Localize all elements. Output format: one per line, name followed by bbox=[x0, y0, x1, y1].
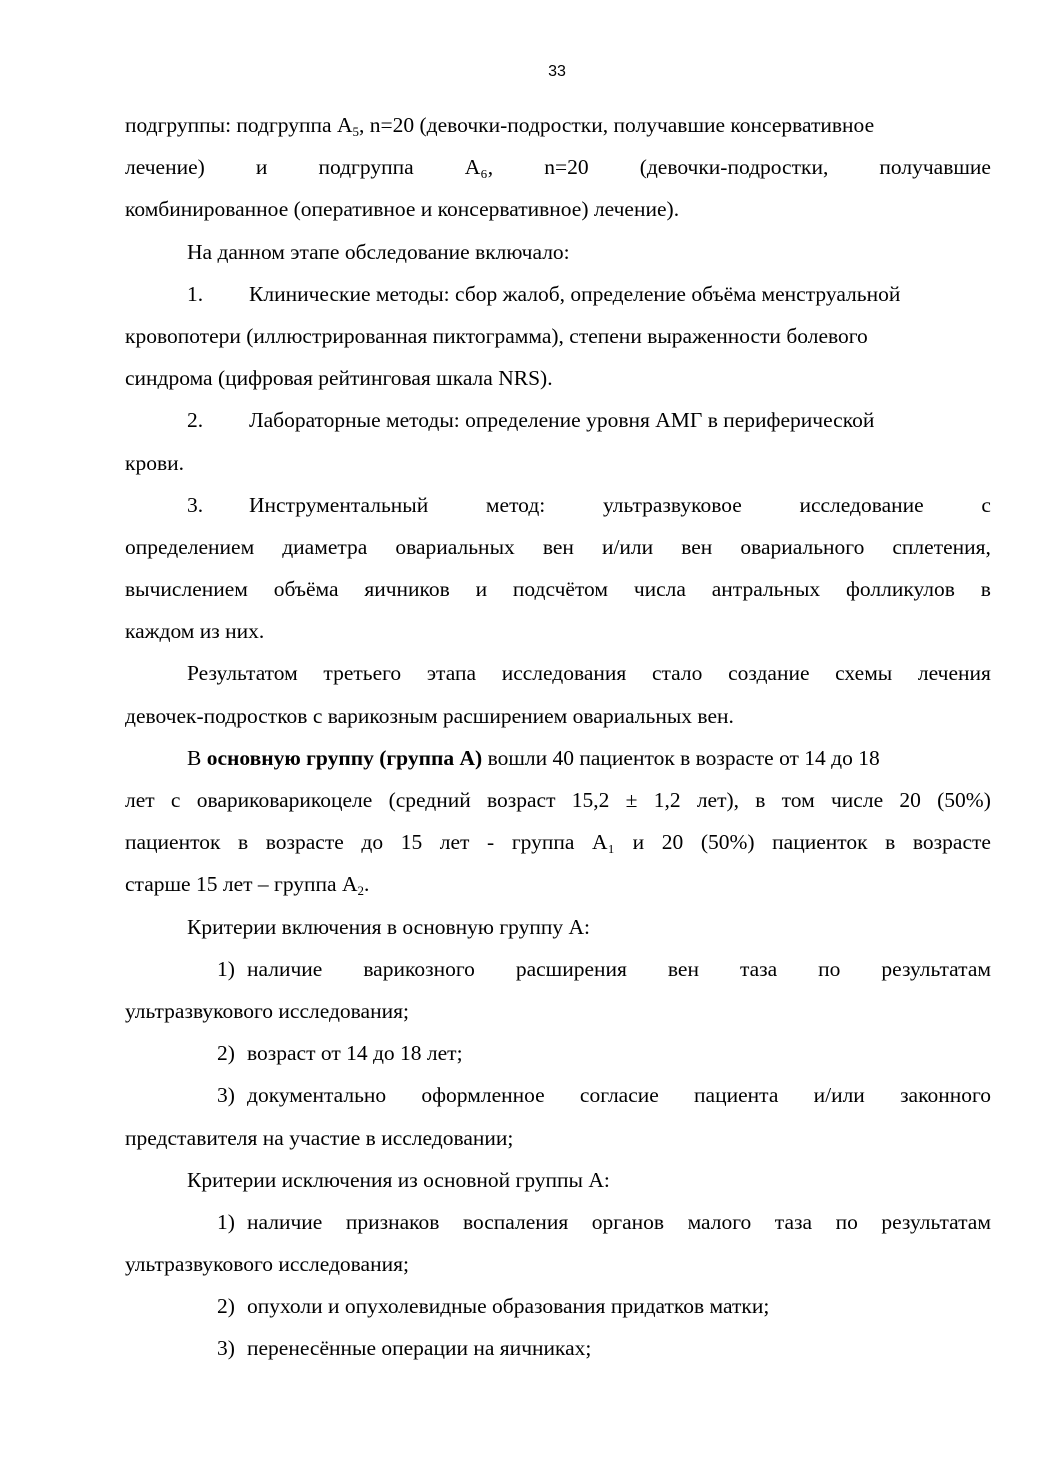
word: определением bbox=[125, 534, 255, 559]
word: фолликулов bbox=[845, 577, 955, 602]
word: по bbox=[835, 1209, 858, 1234]
paragraph-line: синдрома (цифровая рейтинговая шкала NRS). bbox=[125, 366, 553, 391]
word: возрасте bbox=[912, 830, 991, 855]
word: ультразвуковое bbox=[602, 492, 742, 517]
paragraph-line: комбинированное (оперативное и консервативное) лечение). bbox=[125, 197, 680, 222]
word: вен bbox=[681, 534, 713, 559]
word: числе bbox=[830, 788, 884, 812]
word: n=20 bbox=[544, 155, 589, 180]
list-item bbox=[125, 948, 991, 990]
word: сплетения, bbox=[892, 534, 991, 559]
word: схемы bbox=[835, 661, 893, 686]
list-text bbox=[247, 1074, 991, 1116]
word: объёма bbox=[273, 577, 339, 602]
word: с bbox=[981, 492, 991, 517]
text-fragment: подгруппы: подгруппа $А_5$, n=20 (девочки-подростки, получавшие консервативное bbox=[125, 113, 875, 139]
word: и/или bbox=[813, 1083, 865, 1108]
word: лет bbox=[125, 788, 155, 812]
paragraph-line bbox=[125, 821, 991, 863]
word: возраст bbox=[487, 788, 556, 812]
list-item bbox=[125, 1074, 991, 1116]
word: получавшие bbox=[879, 155, 991, 180]
word: и/или bbox=[601, 534, 654, 559]
word: овариковарикоцеле bbox=[196, 788, 373, 812]
word: 1,2 bbox=[653, 788, 681, 812]
word: в bbox=[885, 830, 896, 855]
page-number: 33 bbox=[548, 63, 566, 80]
word: воспаления bbox=[462, 1209, 569, 1234]
word: 15,2 bbox=[571, 788, 610, 812]
paragraph-line: девочек-подростков с варикозным расширением овариальных вен. bbox=[125, 703, 734, 728]
word: группа bbox=[511, 830, 575, 855]
word: подгруппа bbox=[318, 155, 414, 180]
word: документально bbox=[247, 1083, 387, 1108]
paragraph-line bbox=[125, 146, 991, 188]
word: лечения bbox=[917, 661, 991, 686]
word: до bbox=[361, 830, 384, 855]
word: наличие bbox=[247, 956, 323, 981]
paragraph-line: каждом из них. bbox=[125, 619, 265, 644]
list-number: 2) bbox=[217, 1294, 235, 1319]
word: стало bbox=[651, 661, 703, 686]
list-text: опухоли и опухолевидные образования придатков матки; bbox=[247, 1294, 770, 1319]
word: пациенток bbox=[125, 830, 221, 855]
word: антральных bbox=[711, 577, 821, 602]
word: диаметра bbox=[282, 534, 368, 559]
word: 20 bbox=[899, 788, 921, 812]
list-item bbox=[125, 1285, 991, 1327]
list-item bbox=[125, 273, 991, 315]
paragraph-line bbox=[125, 779, 991, 821]
list-item bbox=[125, 1201, 991, 1243]
word: вен bbox=[542, 534, 574, 559]
list-text bbox=[247, 948, 991, 990]
word: вычислением bbox=[125, 577, 248, 602]
paragraph-line bbox=[125, 104, 991, 146]
word: оформленное bbox=[421, 1083, 545, 1108]
word: в bbox=[755, 788, 766, 812]
word: Инструментальный bbox=[249, 492, 429, 517]
word: результатам bbox=[881, 1209, 991, 1234]
word: числа bbox=[633, 577, 686, 602]
word: законного bbox=[900, 1083, 991, 1108]
list-item bbox=[125, 1327, 991, 1369]
paragraph-line: ультразвукового исследования; bbox=[125, 998, 409, 1023]
list-number: 1) bbox=[217, 1209, 235, 1234]
word: в bbox=[238, 830, 249, 855]
word: пациенток bbox=[772, 830, 868, 855]
word: том bbox=[781, 788, 815, 812]
word: подсчётом bbox=[512, 577, 609, 602]
paragraph-line: Критерии исключения из основной группы А: bbox=[187, 1167, 610, 1192]
word: А₆, bbox=[464, 155, 494, 180]
word: в bbox=[980, 577, 991, 602]
list-number: 2) bbox=[217, 1041, 235, 1066]
list-number: 3) bbox=[217, 1083, 235, 1108]
word: лет bbox=[439, 830, 470, 855]
word: третьего bbox=[323, 661, 402, 686]
word: А₁ bbox=[592, 830, 616, 855]
word: с bbox=[170, 788, 181, 812]
word: овариального bbox=[740, 534, 865, 559]
bold-term: основную группу (группа А) bbox=[206, 745, 483, 770]
list-number: 3. bbox=[187, 492, 204, 517]
word: признаков bbox=[345, 1209, 440, 1234]
word: варикозного bbox=[363, 956, 475, 981]
word: возрасте bbox=[265, 830, 344, 855]
word: пациента bbox=[694, 1083, 779, 1108]
word: лет), bbox=[696, 788, 740, 812]
paragraph-line bbox=[125, 652, 991, 694]
paragraph-line: В основную группу (группа А) вошли 40 пациенток в возрасте от 14 до 18 bbox=[187, 745, 880, 770]
word: и bbox=[255, 155, 268, 180]
word: (девочки-подростки, bbox=[639, 155, 829, 180]
list-text: возраст от 14 до 18 лет; bbox=[247, 1041, 463, 1066]
document-body bbox=[125, 104, 991, 1370]
word: наличие bbox=[247, 1209, 323, 1234]
word: лечение) bbox=[125, 155, 205, 180]
word: этапа bbox=[426, 661, 477, 686]
word: таза bbox=[774, 1209, 813, 1234]
paragraph-line: крови. bbox=[125, 450, 184, 475]
word: таза bbox=[739, 956, 778, 981]
list-text bbox=[247, 1201, 991, 1243]
word: расширения bbox=[515, 956, 627, 981]
word: метод: bbox=[485, 492, 546, 517]
list-item bbox=[125, 399, 991, 441]
word: исследование bbox=[799, 492, 924, 517]
word: малого bbox=[687, 1209, 752, 1234]
list-number: 1. bbox=[187, 281, 204, 306]
list-text bbox=[249, 484, 991, 526]
list-text: Лабораторные методы: определение уровня АМГ в периферической bbox=[249, 408, 875, 433]
word: вен bbox=[667, 956, 699, 981]
word: (50%) bbox=[937, 788, 991, 812]
word: яичников bbox=[364, 577, 450, 602]
word: овариальных bbox=[395, 534, 515, 559]
paragraph-line bbox=[125, 526, 991, 568]
paragraph-line: Критерии включения в основную группу А: bbox=[187, 914, 590, 939]
word: результатам bbox=[881, 956, 991, 981]
word: создание bbox=[728, 661, 810, 686]
word: согласие bbox=[579, 1083, 659, 1108]
word: и bbox=[632, 830, 645, 855]
list-item bbox=[125, 1032, 991, 1074]
word: (средний bbox=[388, 788, 471, 812]
word: - bbox=[487, 830, 495, 855]
paragraph-line bbox=[125, 568, 991, 610]
word: 20 bbox=[661, 830, 684, 855]
word: и bbox=[475, 577, 488, 602]
list-number: 1) bbox=[217, 956, 235, 981]
paragraph-line: представителя на участие в исследовании; bbox=[125, 1125, 514, 1150]
word: Результатом bbox=[187, 661, 298, 686]
word: органов bbox=[591, 1209, 665, 1234]
word: исследования bbox=[501, 661, 627, 686]
list-number: 3) bbox=[217, 1336, 235, 1361]
list-item bbox=[125, 484, 991, 526]
list-text: Клинические методы: сбор жалоб, определение объёма менструальной bbox=[249, 281, 901, 306]
paragraph-line: ультразвукового исследования; bbox=[125, 1252, 409, 1277]
word: 15 bbox=[400, 830, 423, 855]
paragraph-line: старше 15 лет – группа $А_2$. bbox=[125, 872, 370, 899]
paragraph-line: На данном этапе обследование включало: bbox=[187, 239, 570, 264]
word: по bbox=[818, 956, 841, 981]
word: ± bbox=[625, 788, 638, 812]
paragraph-line: кровопотери (иллюстрированная пиктограмма), степени выраженности болевого bbox=[125, 323, 868, 348]
word: (50%) bbox=[700, 830, 755, 855]
list-number: 2. bbox=[187, 408, 204, 433]
list-text: перенесённые операции на яичниках; bbox=[247, 1336, 592, 1361]
